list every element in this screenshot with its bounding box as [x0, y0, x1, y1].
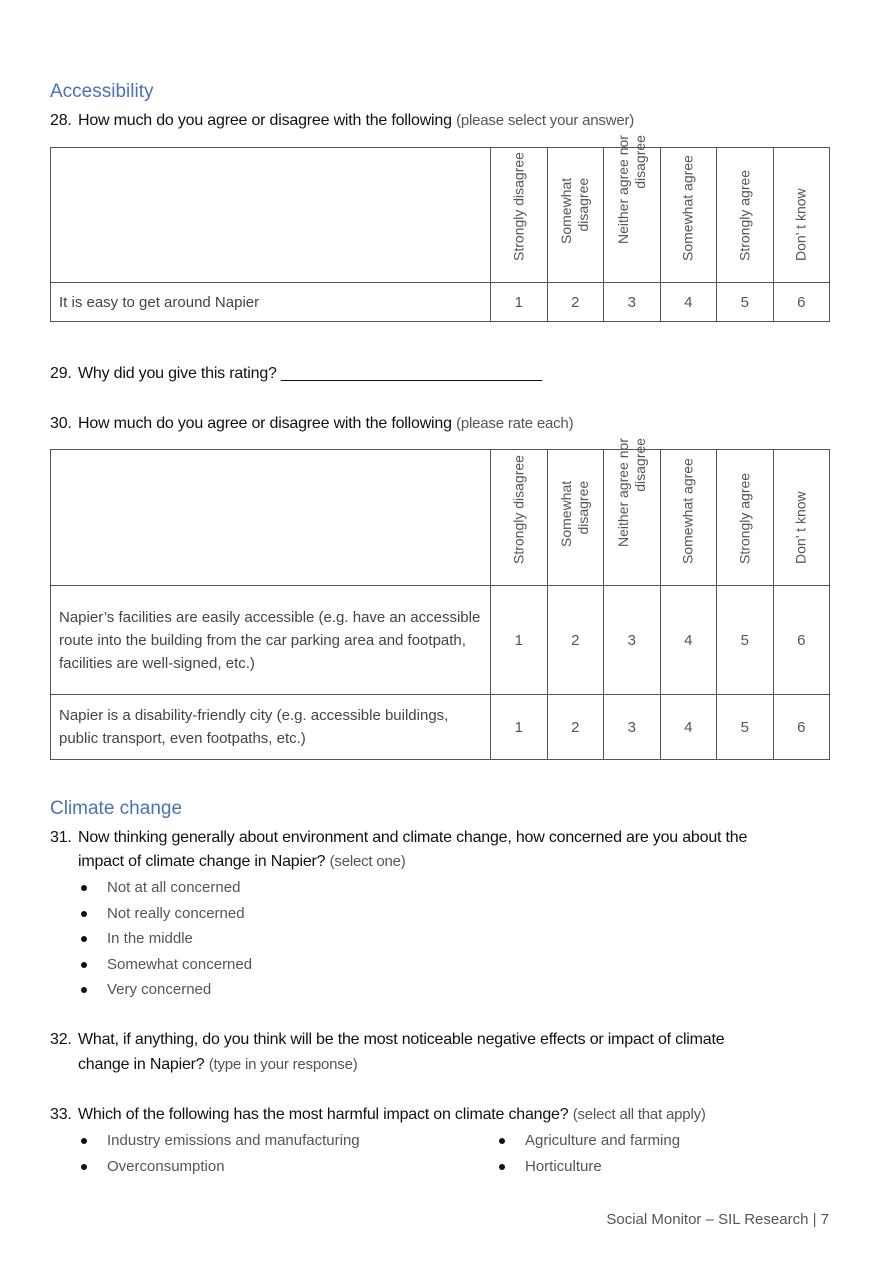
scale-header-line: Somewhat	[558, 177, 575, 244]
score-option-4[interactable]: 4	[660, 283, 717, 322]
question-text: How much do you agree or disagree with the following	[78, 112, 452, 129]
question-text: Which of the following has the most harmful impact on climate change?	[78, 1106, 569, 1123]
question-32	[50, 1031, 724, 1049]
score-option-3[interactable]: 3	[604, 586, 661, 695]
scale-header-line: Don’ t know	[792, 188, 809, 261]
score-option-2[interactable]: 2	[547, 283, 604, 322]
section-heading-accessibility: Accessibility	[50, 81, 154, 102]
scale-header-6	[773, 148, 830, 283]
question-hint: (select all that apply)	[572, 1106, 706, 1123]
scale-header-5	[717, 450, 774, 586]
scale-header-label	[736, 473, 753, 564]
score-option-2[interactable]: 2	[547, 586, 604, 695]
scale-header-label	[510, 455, 527, 564]
scale-header-line: Neither agree nor	[614, 438, 631, 547]
q31-options-list	[78, 875, 252, 1003]
scale-header-line: disagree	[575, 480, 592, 535]
question-text: Why did you give this rating? ______________________________	[78, 365, 542, 382]
question-hint: (please select your answer)	[456, 112, 635, 129]
statement-cell: Napier is a disability-friendly city (e.g. accessible buildings, public transport, even footpaths, etc.)	[51, 695, 491, 760]
scale-header-label	[558, 481, 592, 547]
scale-header-3	[604, 438, 661, 586]
scale-header-line: disagree	[631, 438, 648, 492]
question-number: 32.	[50, 1031, 72, 1048]
scale-header-1	[491, 450, 548, 586]
score-option-4[interactable]: 4	[660, 586, 717, 695]
option-item[interactable]: Somewhat concerned	[78, 952, 252, 978]
scale-header-label	[558, 178, 592, 244]
page-footer: Social Monitor – SIL Research | 7	[606, 1211, 829, 1228]
score-option-3[interactable]: 3	[604, 283, 661, 322]
table-header-row	[51, 148, 830, 283]
scale-header-label	[510, 152, 527, 261]
score-option-4[interactable]: 4	[660, 695, 717, 760]
question-29	[50, 365, 542, 383]
score-option-5[interactable]: 5	[717, 695, 774, 760]
scale-header-1	[491, 148, 548, 283]
scale-header-2	[547, 450, 604, 586]
score-option-6[interactable]: 6	[773, 695, 830, 760]
question-31-line-2	[78, 853, 406, 871]
question-text: impact of climate change in Napier?	[78, 853, 326, 870]
score-option-5[interactable]: 5	[717, 586, 774, 695]
question-number: 28.	[50, 112, 72, 129]
score-option-1[interactable]: 1	[491, 695, 548, 760]
scale-header-label	[615, 135, 649, 244]
question-33	[50, 1106, 706, 1124]
scale-header-label	[680, 155, 697, 261]
table-row	[51, 586, 830, 695]
scale-header-line: disagree	[631, 135, 648, 189]
rating-table-q28	[50, 135, 830, 322]
question-text: How much do you agree or disagree with the following	[78, 415, 452, 432]
score-option-1[interactable]: 1	[491, 283, 548, 322]
scale-header-line: Don’ t know	[792, 491, 809, 564]
scale-header-line: Somewhat agree	[679, 155, 696, 261]
scale-header-label	[680, 458, 697, 564]
scale-header-line: Somewhat	[558, 480, 575, 547]
question-text: Now thinking generally about environment and climate change, how concerned are you about the	[78, 829, 748, 846]
option-item[interactable]: In the middle	[78, 926, 252, 952]
option-item[interactable]: Very concerned	[78, 977, 252, 1003]
question-hint: (type in your response)	[208, 1056, 358, 1073]
option-item[interactable]: Horticulture	[496, 1154, 680, 1180]
table-row	[51, 283, 830, 322]
option-item[interactable]: Industry emissions and manufacturing	[78, 1128, 360, 1154]
question-hint: (please rate each)	[456, 415, 574, 432]
q33-options-left	[78, 1128, 360, 1179]
scale-header-label	[793, 491, 810, 564]
question-text: What, if anything, do you think will be the most noticeable negative effects or impact of climate	[78, 1031, 725, 1048]
scale-header-2	[547, 148, 604, 283]
scale-header-4	[660, 148, 717, 283]
rating-table-q30	[50, 438, 830, 760]
statement-cell: Napier’s facilities are easily accessible (e.g. have an accessible route into the building from the car parking area and footpath, facilities are well-signed, etc.)	[51, 586, 491, 695]
question-number: 33.	[50, 1106, 72, 1123]
table-corner-cell	[51, 450, 491, 586]
scale-header-line: Somewhat agree	[679, 458, 696, 564]
question-hint: (select one)	[329, 853, 406, 870]
option-item[interactable]: Not really concerned	[78, 901, 252, 927]
question-text: change in Napier?	[78, 1056, 205, 1073]
section-heading-climate-change: Climate change	[50, 798, 183, 819]
question-28	[50, 112, 634, 130]
score-option-3[interactable]: 3	[604, 695, 661, 760]
scale-header-label	[615, 438, 649, 547]
score-option-1[interactable]: 1	[491, 586, 548, 695]
question-31	[50, 829, 747, 847]
score-option-2[interactable]: 2	[547, 695, 604, 760]
scale-header-label	[736, 170, 753, 261]
question-32-line-2	[78, 1056, 358, 1074]
scale-header-label	[793, 188, 810, 261]
score-option-6[interactable]: 6	[773, 283, 830, 322]
scale-header-line: Strongly disagree	[510, 152, 527, 261]
q33-options-right	[496, 1128, 680, 1179]
scale-header-6	[773, 450, 830, 586]
scale-header-line: Strongly agree	[736, 472, 753, 564]
scale-header-5	[717, 148, 774, 283]
option-item[interactable]: Not at all concerned	[78, 875, 252, 901]
question-number: 29.	[50, 365, 72, 382]
table-corner-cell	[51, 148, 491, 283]
question-number: 31.	[50, 829, 72, 846]
statement-cell: It is easy to get around Napier	[51, 283, 491, 322]
scale-header-line: Neither agree nor	[614, 135, 631, 244]
scale-header-4	[660, 450, 717, 586]
table-row	[51, 695, 830, 760]
score-option-6[interactable]: 6	[773, 586, 830, 695]
question-number: 30.	[50, 415, 72, 432]
question-30	[50, 415, 573, 433]
scale-header-3	[604, 135, 661, 283]
scale-header-line: disagree	[575, 177, 592, 232]
table-header-row	[51, 450, 830, 586]
option-item[interactable]: Overconsumption	[78, 1154, 360, 1180]
score-option-5[interactable]: 5	[717, 283, 774, 322]
scale-header-line: Strongly agree	[736, 169, 753, 261]
option-item[interactable]: Agriculture and farming	[496, 1128, 680, 1154]
scale-header-line: Strongly disagree	[510, 455, 527, 564]
